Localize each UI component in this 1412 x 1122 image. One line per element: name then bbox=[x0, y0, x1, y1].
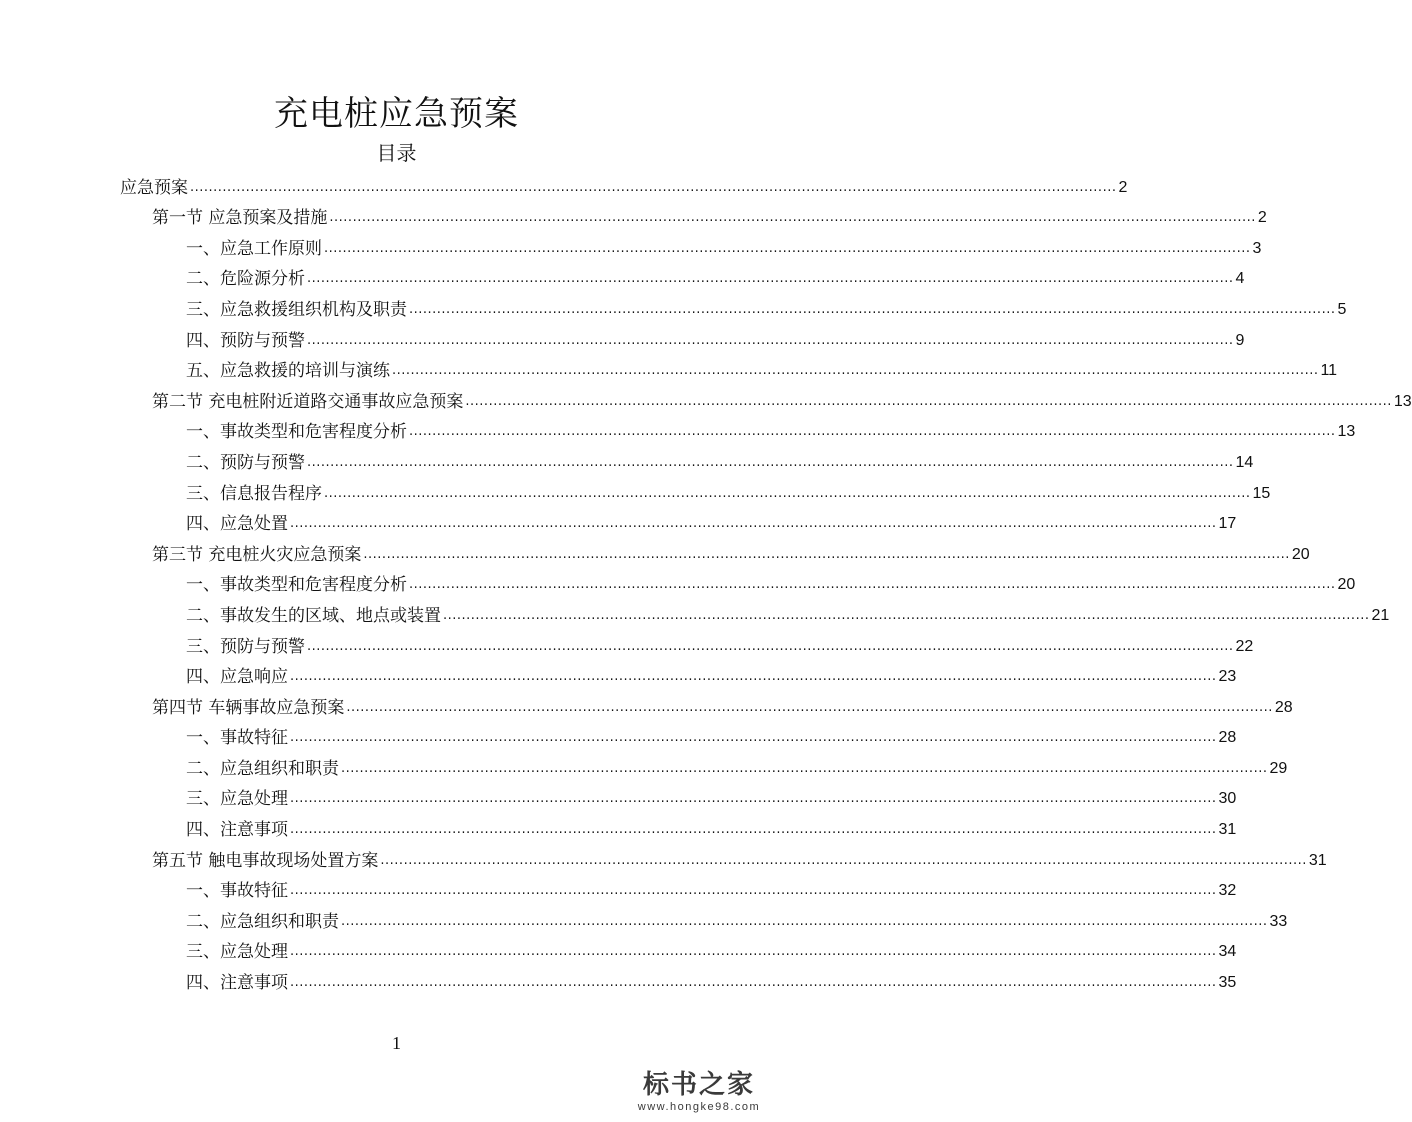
toc-entry-title: 四、预防与预警 bbox=[186, 330, 305, 351]
toc-entry[interactable] bbox=[120, 658, 1237, 689]
toc-entry-page: 13 bbox=[1393, 392, 1412, 410]
toc-dot-leader: ........................................................................................................................................................................................................ bbox=[290, 883, 1217, 899]
toc-entry[interactable] bbox=[120, 841, 1327, 872]
toc-entry-title: 三、应急救援组织机构及职责 bbox=[186, 299, 407, 320]
toc-entry[interactable] bbox=[120, 596, 1390, 627]
toc-dot-leader: ........................................................................................................................................................................................................ bbox=[324, 240, 1251, 256]
toc-dot-leader: ........................................................................................................................................................................................................ bbox=[307, 454, 1234, 470]
toc-entry-title: 五、应急救援的培训与演练 bbox=[186, 361, 390, 382]
toc-entry[interactable] bbox=[120, 168, 1128, 199]
toc-entry-title: 一、事故特征 bbox=[186, 728, 288, 749]
toc-dot-leader: ........................................................................................................................................................................................................ bbox=[290, 516, 1217, 532]
toc-entry-page: 35 bbox=[1218, 974, 1237, 992]
toc-dot-leader: ........................................................................................................................................................................................................ bbox=[324, 485, 1251, 501]
toc-entry-page: 17 bbox=[1218, 515, 1237, 533]
toc-entry-page: 14 bbox=[1235, 453, 1254, 471]
toc-dot-leader: ........................................................................................................................................................................................................ bbox=[290, 975, 1217, 991]
toc-entry-title: 四、注意事项 bbox=[186, 973, 288, 994]
toc-dot-leader: ........................................................................................................................................................................................................ bbox=[465, 393, 1392, 409]
toc-entry[interactable] bbox=[120, 474, 1271, 505]
toc-entry-title: 二、预防与预警 bbox=[186, 452, 305, 473]
toc-dot-leader: ........................................................................................................................................................................................................ bbox=[290, 669, 1217, 685]
toc-dot-leader: ........................................................................................................................................................................................................ bbox=[409, 424, 1336, 440]
toc-entry-title: 二、应急组织和职责 bbox=[186, 911, 339, 932]
document-title: 充电桩应急预案 bbox=[274, 94, 519, 134]
toc-entry-page: 2 bbox=[1118, 178, 1128, 196]
toc-entry-title: 第三节 充电桩火灾应急预案 bbox=[152, 544, 362, 565]
watermark bbox=[619, 1070, 779, 1114]
toc-entry-title: 三、应急处理 bbox=[186, 942, 288, 963]
toc-entry-page: 15 bbox=[1252, 484, 1271, 502]
toc-entry-page: 3 bbox=[1252, 239, 1262, 257]
toc-dot-leader: ........................................................................................................................................................................................................ bbox=[346, 699, 1273, 715]
toc-entry-page: 32 bbox=[1218, 882, 1237, 900]
toc-entry-page: 28 bbox=[1274, 698, 1293, 716]
toc-entry[interactable] bbox=[120, 566, 1356, 597]
toc-entry[interactable] bbox=[120, 933, 1237, 964]
toc-entry-title: 四、应急响应 bbox=[186, 667, 288, 688]
toc-entry[interactable] bbox=[120, 872, 1237, 903]
toc-entry-title: 三、应急处理 bbox=[186, 789, 288, 810]
toc-entry[interactable] bbox=[120, 413, 1356, 444]
toc-entry[interactable] bbox=[120, 688, 1293, 719]
toc-dot-leader: ........................................................................................................................................................................................................ bbox=[290, 791, 1217, 807]
toc-entry-page: 23 bbox=[1218, 668, 1237, 686]
toc-entry-title: 应急预案 bbox=[120, 177, 188, 198]
toc-entry-page: 33 bbox=[1269, 912, 1288, 930]
toc-entry-page: 22 bbox=[1235, 637, 1254, 655]
toc-entry[interactable] bbox=[120, 199, 1267, 230]
toc-entry-title: 第二节 充电桩附近道路交通事故应急预案 bbox=[152, 391, 464, 412]
toc-entry[interactable] bbox=[120, 902, 1288, 933]
toc-dot-leader: ........................................................................................................................................................................................................ bbox=[329, 210, 1256, 226]
toc-entry[interactable] bbox=[120, 352, 1338, 383]
toc-entry-page: 21 bbox=[1371, 606, 1390, 624]
toc-dot-leader: ........................................................................................................................................................................................................ bbox=[409, 577, 1336, 593]
table-of-contents bbox=[120, 168, 1412, 994]
toc-dot-leader: ........................................................................................................................................................................................................ bbox=[341, 760, 1268, 776]
toc-entry[interactable] bbox=[120, 749, 1288, 780]
toc-heading: 目录 bbox=[376, 141, 417, 165]
toc-entry-title: 一、事故特征 bbox=[186, 881, 288, 902]
toc-dot-leader: ........................................................................................................................................................................................................ bbox=[363, 546, 1290, 562]
toc-entry[interactable] bbox=[120, 963, 1237, 994]
toc-dot-leader: ........................................................................................................................................................................................................ bbox=[341, 913, 1268, 929]
toc-dot-leader: ........................................................................................................................................................................................................ bbox=[290, 822, 1217, 838]
toc-entry-title: 一、应急工作原则 bbox=[186, 238, 322, 259]
toc-entry-page: 13 bbox=[1337, 423, 1356, 441]
toc-entry[interactable] bbox=[120, 535, 1310, 566]
toc-entry-title: 一、事故类型和危害程度分析 bbox=[186, 422, 407, 443]
toc-entry-title: 二、应急组织和职责 bbox=[186, 758, 339, 779]
toc-entry-page: 29 bbox=[1269, 759, 1288, 777]
toc-entry-page: 5 bbox=[1337, 300, 1347, 318]
toc-entry-page: 9 bbox=[1235, 331, 1245, 349]
toc-entry-page: 34 bbox=[1218, 943, 1237, 961]
toc-dot-leader: ........................................................................................................................................................................................................ bbox=[190, 179, 1117, 195]
toc-entry[interactable] bbox=[120, 443, 1254, 474]
toc-entry-title: 三、预防与预警 bbox=[186, 636, 305, 657]
toc-entry-page: 28 bbox=[1218, 729, 1237, 747]
toc-entry-title: 四、应急处置 bbox=[186, 514, 288, 535]
toc-entry-page: 4 bbox=[1235, 270, 1245, 288]
watermark-url: www.hongke98.com bbox=[637, 1101, 761, 1113]
toc-dot-leader: ........................................................................................................................................................................................................ bbox=[443, 607, 1370, 623]
toc-dot-leader: ........................................................................................................................................................................................................ bbox=[380, 852, 1307, 868]
toc-dot-leader: ........................................................................................................................................................................................................ bbox=[392, 363, 1319, 379]
toc-entry[interactable] bbox=[120, 382, 1412, 413]
toc-entry[interactable] bbox=[120, 260, 1245, 291]
toc-entry[interactable] bbox=[120, 719, 1237, 750]
toc-entry-page: 30 bbox=[1218, 790, 1237, 808]
toc-entry-page: 31 bbox=[1218, 821, 1237, 839]
toc-entry-page: 2 bbox=[1257, 209, 1267, 227]
toc-entry-page: 20 bbox=[1337, 576, 1356, 594]
page-number: 1 bbox=[392, 1033, 401, 1053]
toc-entry[interactable] bbox=[120, 505, 1237, 536]
toc-dot-leader: ........................................................................................................................................................................................................ bbox=[307, 638, 1234, 654]
toc-dot-leader: ........................................................................................................................................................................................................ bbox=[307, 332, 1234, 348]
toc-entry[interactable] bbox=[120, 780, 1237, 811]
toc-entry-title: 第四节 车辆事故应急预案 bbox=[152, 697, 345, 718]
toc-dot-leader: ........................................................................................................................................................................................................ bbox=[290, 944, 1217, 960]
toc-entry[interactable] bbox=[120, 810, 1237, 841]
watermark-logo: 标书之家 bbox=[642, 1070, 755, 1100]
toc-entry[interactable] bbox=[120, 321, 1245, 352]
toc-dot-leader: ........................................................................................................................................................................................................ bbox=[307, 271, 1234, 287]
toc-dot-leader: ........................................................................................................................................................................................................ bbox=[409, 301, 1336, 317]
toc-entry-page: 31 bbox=[1308, 851, 1327, 869]
toc-entry-title: 二、危险源分析 bbox=[186, 269, 305, 290]
toc-dot-leader: ........................................................................................................................................................................................................ bbox=[290, 730, 1217, 746]
toc-entry-title: 四、注意事项 bbox=[186, 820, 288, 841]
toc-entry[interactable] bbox=[120, 229, 1262, 260]
toc-entry-title: 第五节 触电事故现场处置方案 bbox=[152, 850, 379, 871]
toc-entry-title: 第一节 应急预案及措施 bbox=[152, 208, 328, 229]
toc-entry[interactable] bbox=[120, 627, 1254, 658]
toc-entry-title: 三、信息报告程序 bbox=[186, 483, 322, 504]
toc-entry-title: 二、事故发生的区域、地点或装置 bbox=[186, 605, 441, 626]
toc-entry-page: 20 bbox=[1291, 545, 1310, 563]
toc-entry-title: 一、事故类型和危害程度分析 bbox=[186, 575, 407, 596]
toc-entry-page: 11 bbox=[1320, 362, 1338, 380]
toc-entry[interactable] bbox=[120, 290, 1347, 321]
